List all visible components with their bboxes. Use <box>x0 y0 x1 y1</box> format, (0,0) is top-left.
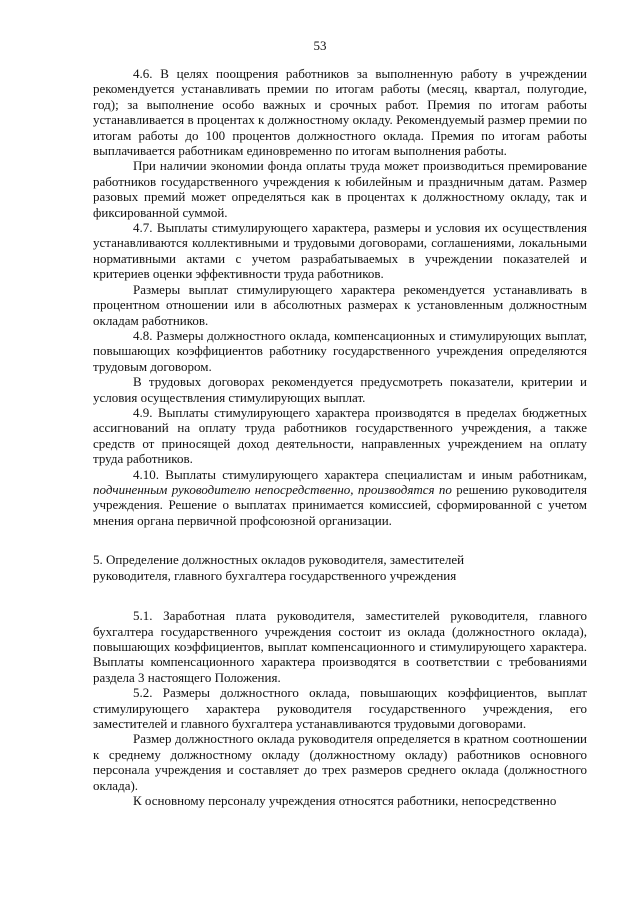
paragraph-bonus-economy: При наличии экономии фонда оплаты труда может производиться премирование работников государственного учреждения к юбилейным и праздничным датам. Размер разовых премий может определяться как в процентах к должностному окладу, так и фиксированной суммой. <box>93 158 587 220</box>
paragraph-4-7: 4.7. Выплаты стимулирующего характера, размеры и условия их осуществления устанавливаются коллективными и трудовыми договорами, соглашениями, локальными нормативными актами с учетом разрабатываемых в учреждении показателей и критериев оценки эффективности труда работников. <box>93 220 587 282</box>
page-number: 53 <box>313 38 327 53</box>
paragraph-4-6: 4.6. В целях поощрения работников за выполненную работу в учреждении рекомендуется устанавливать премии по итогам работы (месяц, квартал, полугодие, год); за выполнение особо важных и срочных работ. Премия по итогам работы устанавливается в процентах к должностному окладу. Рекомендуемый размер премии по итогам работы до 100 процентов должностного оклада. Премия по итогам работы выплачивается работникам единовременно по итогам выполнения работы. <box>93 66 587 159</box>
document-body <box>93 66 587 808</box>
paragraph-4-10-italic: подчиненным руководителю непосредственно, производятся по <box>93 481 452 497</box>
section-5-heading-line1: 5. Определение должностных окладов руководителя, заместителей <box>93 552 465 568</box>
section-5-heading <box>93 552 587 584</box>
paragraph-4-10-start: 4.10. Выплаты стимулирующего характера специалистам и иным работникам, <box>133 466 587 482</box>
section-5-heading-line2: руководителя, главного бухгалтера государственного учреждения <box>93 568 457 584</box>
paragraph-main-staff: К основному персоналу учреждения относятся работники, непосредственно <box>133 793 557 809</box>
paragraph-4-10-end: решению руководителя учреждения. Решение о выплатах принимается комиссией, сформированной с учетом мнения органа первичной профсоюзной организации. <box>93 481 587 528</box>
paragraph-incentive-sizes: Размеры выплат стимулирующего характера рекомендуется устанавливать в процентном отношении или в абсолютных размерах к установленным должностным окладам работников. <box>93 281 587 328</box>
paragraph-5-1: 5.1. Заработная плата руководителя, заместителей руководителя, главного бухгалтера государственного учреждения состоит из оклада (должностного оклада), повышающих коэффициентов, выплат компенсационного и стимулирующего характера. Выплаты компенсационного характера производятся в соответствии с требованиями раздела 3 настоящего Положения. <box>93 608 587 685</box>
paragraph-5-2: 5.2. Размеры должностного оклада, повышающих коэффициентов, выплат стимулирующего характера руководителя государственного учреждения, его заместителей и главного бухгалтера устанавливаются трудовыми договорами. <box>93 685 587 732</box>
paragraph-head-salary: Размер должностного оклада руководителя определяется в кратном соотношении к среднему должностному окладу (должностному окладу) работников основного персонала учреждения и составляет до трех размеров среднего оклада (должностного оклада). <box>93 731 587 793</box>
paragraph-labor-contracts: В трудовых договорах рекомендуется предусмотреть показатели, критерии и условия осуществления стимулирующих выплат. <box>93 374 587 405</box>
paragraph-4-8: 4.8. Размеры должностного оклада, компенсационных и стимулирующих выплат, повышающих коэффициентов работнику государственного учреждения определяются трудовым договором. <box>93 327 587 374</box>
paragraph-4-9: 4.9. Выплаты стимулирующего характера производятся в пределах бюджетных ассигнований на оплату труда работников государственного учреждения, а также средств от приносящей доход деятельности, направленных учреждением на оплату труда работников. <box>93 404 587 467</box>
paragraph-4-10 <box>93 467 587 529</box>
